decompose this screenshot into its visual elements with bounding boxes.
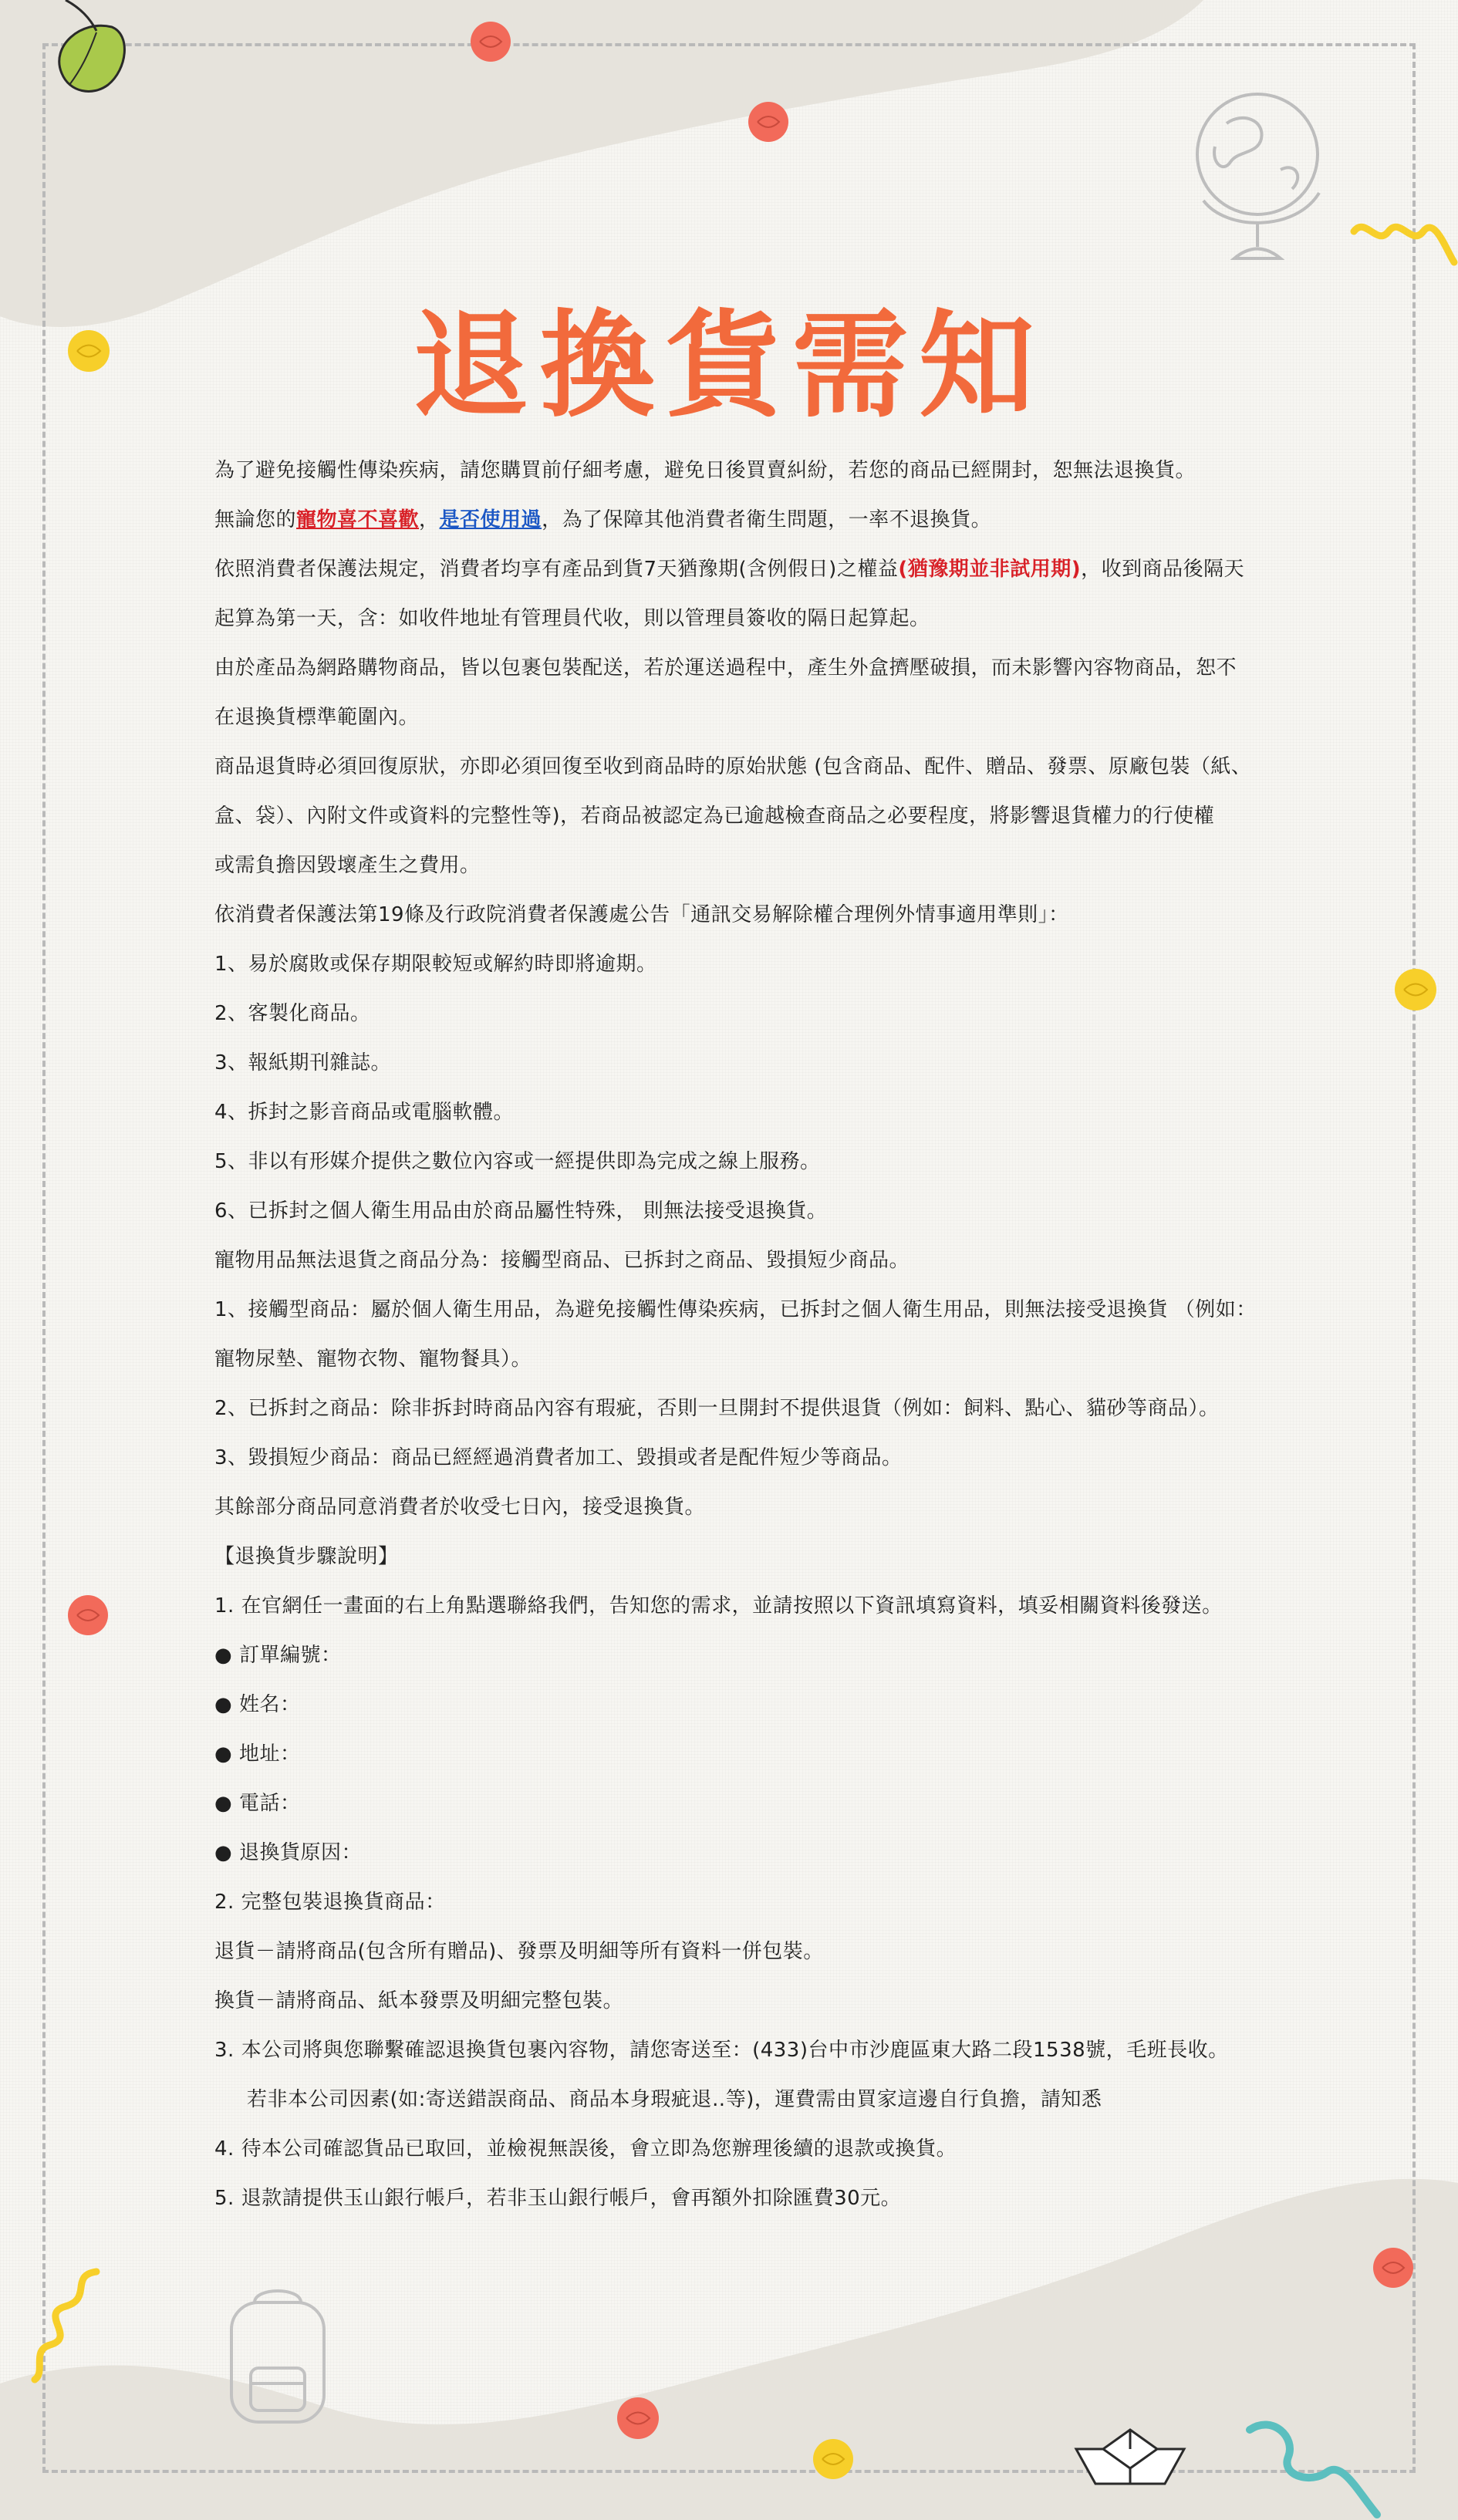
section-heading: 【退換貨步驟說明】 <box>214 1545 399 1568</box>
step-item: 2. 完整包裝退換貨商品： <box>214 1891 446 1914</box>
dot-orange-2 <box>747 100 790 143</box>
step-item: 3. 本公司將與您聯繫確認退換貨包裹內容物，請您寄送至：(433)台中市沙鹿區東大路二段1538號，毛班長收。 <box>214 2039 1229 2062</box>
step-detail: 若非本公司因素(如:寄送錯誤商品、商品本身瑕疵退‥等)，運費需由買家這邊自行負擔，請知悉 <box>247 2088 1102 2111</box>
list-item: 寵物尿墊、寵物衣物、寵物餐具）。 <box>214 1348 532 1371</box>
step-item: 5. 退款請提供玉山銀行帳戶，若非玉山銀行帳戶，會再額外扣除匯費30元。 <box>214 2187 902 2210</box>
list-item: 5、非以有形媒介提供之數位內容或一經提供即為完成之線上服務。 <box>214 1150 821 1173</box>
paragraph-11: 寵物用品無法退貨之商品分為：接觸型商品、已拆封之商品、毀損短少商品。 <box>214 1249 910 1272</box>
form-field-label: ● 訂單編號： <box>214 1644 342 1667</box>
paragraph-7: 商品退貨時必須回復原狀，亦即必須回復至收到商品時的原始狀態 (包含商品、配件、贈品、發票、原廠包裝（紙、 <box>214 755 1252 778</box>
paragraph-2: 無論您的寵物喜不喜歡，是否使用過，為了保障其他消費者衛生問題，一率不退換貨。 <box>214 508 992 531</box>
step-detail: 退貨－請將商品(包含所有贈品)、發票及明細等所有資料一併包裝。 <box>214 1940 824 1963</box>
paragraph-8: 盒、袋）、內附文件或資料的完整性等)，若商品被認定為已逾越檢查商品之必要程度，將影響退貨權力的行使權 <box>214 805 1215 828</box>
highlight-pet-like: 寵物喜不喜歡 <box>296 508 420 531</box>
paper-boat-icon <box>1072 2426 1188 2495</box>
list-item: 4、拆封之影音商品或電腦軟體。 <box>214 1101 515 1124</box>
dot-orange-1 <box>469 20 512 63</box>
globe-icon <box>1180 77 1335 278</box>
dot-orange-5 <box>616 2396 660 2441</box>
step-item: 1. 在官網任一畫面的右上角點選聯絡我們，告知您的需求，並請按照以下資訊填寫資料，填妥相關資料後發送。 <box>214 1594 1223 1618</box>
form-field-label: ● 地址： <box>214 1742 301 1766</box>
backpack-icon <box>216 2283 339 2430</box>
paragraph-1: 為了避免接觸性傳染疾病，請您購買前仔細考慮，避免日後買賣糾紛，若您的商品已經開封，恕無法退換貨。 <box>214 459 1196 482</box>
list-item: 2、客製化商品。 <box>214 1002 371 1025</box>
list-item: 3、毀損短少商品：商品已經經過消費者加工、毀損或者是配件短少等商品。 <box>214 1446 903 1469</box>
paragraph-9: 或需負擔因毀壞產生之費用。 <box>214 854 481 877</box>
form-field-label: ● 姓名： <box>214 1693 301 1716</box>
highlight-hesitation: (猶豫期並非試用期) <box>898 558 1082 581</box>
leaf-icon <box>35 0 150 116</box>
form-field-label: ● 退換貨原因： <box>214 1841 362 1864</box>
dot-orange-3 <box>66 1594 110 1637</box>
squiggle-yellow-bottom <box>23 2264 108 2387</box>
step-detail: 換貨－請將商品、紙本發票及明細完整包裝。 <box>214 1989 624 2012</box>
dot-orange-4 <box>1372 2246 1415 2289</box>
paragraph-3: 依照消費者保護法規定，消費者均享有產品到貨7天猶豫期(含例假日)之權益(猶豫期並非試用期)，收到商品後隔天 <box>214 558 1245 581</box>
paragraph-4: 起算為第一天，含：如收件地址有管理員代收，則以管理員簽收的隔日起算起。 <box>214 607 930 630</box>
list-item: 2、已拆封之商品：除非拆封時商品內容有瑕疵，否則一旦開封不提供退貨（例如：飼料、點心、貓砂等商品）。 <box>214 1397 1220 1420</box>
highlight-used: 是否使用過 <box>439 508 542 531</box>
list-item: 1、易於腐敗或保存期限較短或解約時即將逾期。 <box>214 953 657 976</box>
list-item: 3、報紙期刊雜誌。 <box>214 1051 392 1074</box>
paragraph-6: 在退換貨標準範圍內。 <box>214 706 420 729</box>
step-item: 4. 待本公司確認貨品已取回，並檢視無誤後，會立即為您辦理後續的退款或換貨。 <box>214 2137 957 2161</box>
dot-yellow-3 <box>812 2437 855 2481</box>
form-field-label: ● 電話： <box>214 1792 301 1815</box>
list-item: 1、接觸型商品：屬於個人衛生用品，為避免接觸性傳染疾病，已拆封之個人衛生用品，則無法接受退換貨 （例如： <box>214 1298 1257 1321</box>
notice-content <box>214 446 1271 2223</box>
page-title: 退換貨需知 <box>412 299 1045 433</box>
dot-yellow-2 <box>1393 967 1438 1012</box>
paragraph-12: 其餘部分商品同意消費者於收受七日內，接受退換貨。 <box>214 1496 706 1519</box>
list-item: 6、已拆封之個人衛生用品由於商品屬性特殊， 則無法接受退換貨。 <box>214 1199 828 1223</box>
squiggle-yellow-top <box>1350 208 1458 278</box>
paragraph-5: 由於產品為網路購物商品，皆以包裹包裝配送，若於運送過程中，產生外盒擠壓破損，而未影響內容物商品，恕不 <box>214 656 1237 680</box>
squiggle-teal <box>1242 2414 1396 2520</box>
paragraph-10: 依消費者保護法第19條及行政院消費者保護處公告「通訊交易解除權合理例外情事適用準則」： <box>214 903 1069 926</box>
